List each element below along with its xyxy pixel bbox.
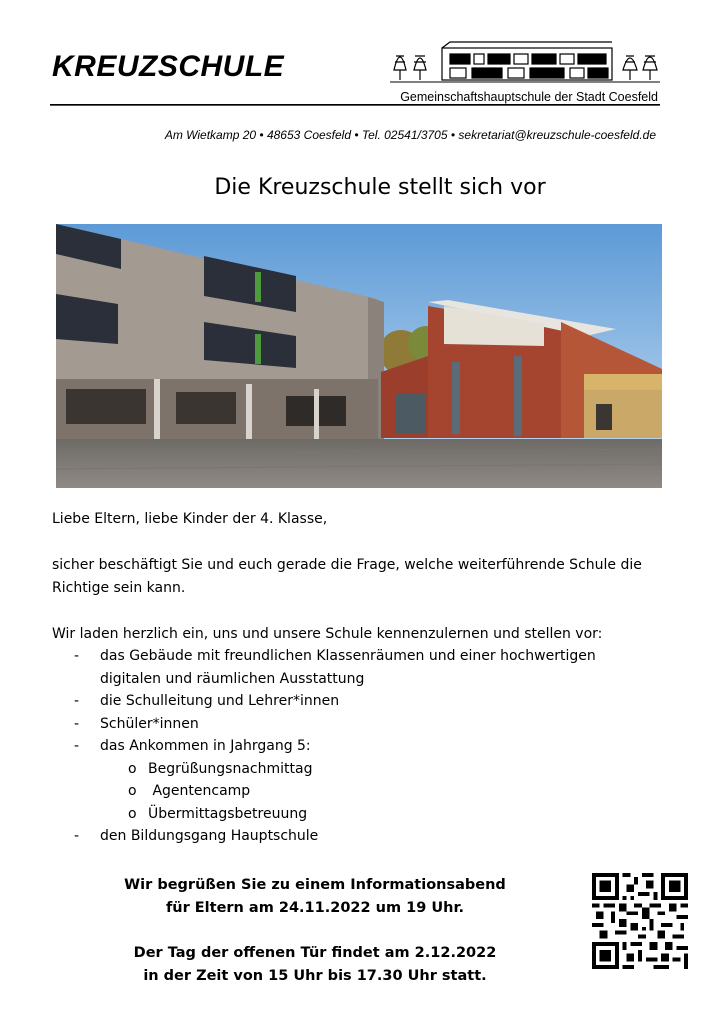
list-item <box>52 735 652 825</box>
page-title: Die Kreuzschule stellt sich vor <box>214 175 546 200</box>
list-item-text: das Ankommen in Jahrgang 5: <box>100 738 311 754</box>
greeting: Liebe Eltern, liebe Kinder der 4. Klasse, <box>52 511 328 527</box>
jahrgang5-sublist <box>100 758 652 826</box>
open-day-line1: Der Tag der offenen Tür findet am 2.12.2022 <box>133 945 497 961</box>
contact-address: Am Wietkamp 20 • 48653 Coesfeld • Tel. 02541/3705 • sekretariat@kreuzschule-coesfeld.de <box>164 128 656 142</box>
school-subtitle: Gemeinschaftshauptschule der Stadt Coesfeld <box>400 90 658 104</box>
presentation-list <box>52 645 652 848</box>
sublist-bullet: o <box>128 760 137 777</box>
sublist-item <box>100 780 652 803</box>
list-item <box>52 825 652 848</box>
list-dash: - <box>74 828 80 844</box>
sublist-item-text: Begrüßungsnachmittag <box>148 760 313 777</box>
sublist-bullet: o <box>128 783 137 799</box>
intro-paragraph: sicher beschäftigt Sie und euch gerade die Frage, welche weiterführende Schule die Richtige sein kann. <box>52 557 642 596</box>
qr-code[interactable] <box>592 873 688 969</box>
sublist-item <box>100 803 652 826</box>
list-item-text: den Bildungsgang Hauptschule <box>100 828 319 844</box>
list-dash: - <box>74 738 80 754</box>
list-item <box>52 690 652 713</box>
school-building-photo <box>56 224 662 488</box>
info-evening-line1: Wir begrüßen Sie zu einem Informationsabend <box>124 877 506 893</box>
sublist-bullet: o <box>128 805 137 822</box>
open-day-line2: in der Zeit von 15 Uhr bis 17.30 Uhr statt. <box>143 968 487 984</box>
event-announcement <box>100 874 530 988</box>
list-dash: - <box>74 715 80 732</box>
list-item <box>52 645 652 690</box>
invitation-paragraph: Wir laden herzlich ein, uns und unsere Schule kennenzulernen und stellen vor: <box>52 626 603 642</box>
info-evening-line2: für Eltern am 24.11.2022 um 19 Uhr. <box>165 900 465 916</box>
list-dash: - <box>74 648 80 664</box>
school-name: KREUZSCHULE <box>52 50 285 83</box>
sublist-item <box>100 758 652 781</box>
list-dash: - <box>74 693 80 709</box>
sublist-item-text: Übermittagsbetreuung <box>148 805 308 822</box>
school-building-logo <box>390 40 660 84</box>
list-item <box>52 713 652 736</box>
list-item-text: die Schulleitung und Lehrer*innen <box>100 693 340 709</box>
header-divider-shadow <box>50 105 660 106</box>
list-item-text: Schüler*innen <box>100 715 199 732</box>
sublist-item-text: Agentencamp <box>148 783 251 799</box>
list-item-text: das Gebäude mit freundlichen Klassenräumen und einer hochwertigen digitalen und räumlichen Ausstattung <box>100 648 596 687</box>
